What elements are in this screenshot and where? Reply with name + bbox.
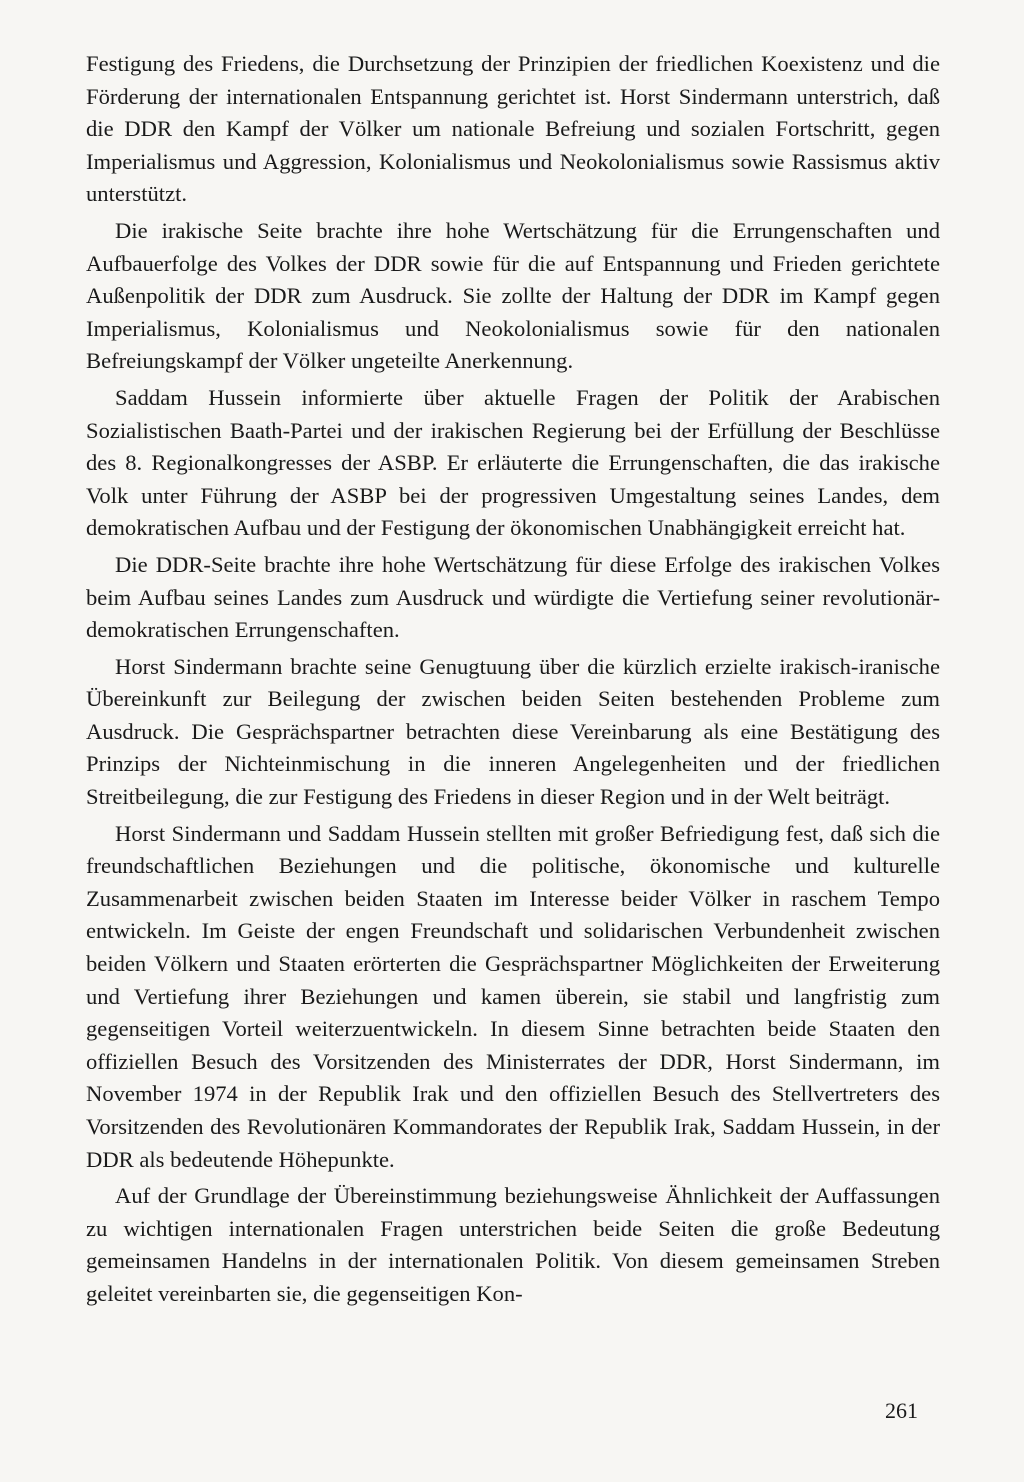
paragraph: Horst Sindermann und Saddam Hussein stellten mit großer Befriedigung fest, daß sich die freundschaftlichen Beziehungen und die politische, ökonomische und kulturelle Zusammenarbeit zwischen beiden Staaten im Interesse beider Völker in raschem Tempo entwickeln. Im Geiste der engen Freundschaft und solidarischen Verbundenheit zwischen beiden Völkern und Staaten erörterten die Gesprächspartner Möglichkeiten der Erweiterung und Vertiefung ihrer Beziehungen und kamen überein, sie stabil und langfristig zum gegenseitigen Vorteil weiterzuentwickeln. In diesem Sinne betrachten beide Staaten den offiziellen Besuch des Vorsitzenden des Ministerrates der DDR, Horst Sindermann, im November 1974 in der Republik Irak und den offiziellen Besuch des Stellvertreters des Vorsitzenden des Revolutionären Kommandorates der Republik Irak, Saddam Hussein, in der DDR als bedeutende Höhepunkte. [86,820,940,1172]
paragraph: Auf der Grundlage der Übereinstimmung beziehungsweise Ähnlichkeit der Auffassungen zu wichtigen internationalen Fragen unterstrichen beide Seiten die große Bedeutung gemeinsamen Handelns in der internationalen Politik. Von diesem gemeinsamen Streben geleitet vereinbarten sie, die gegenseitigen Kon- [86,1183,940,1306]
paragraph: Die irakische Seite brachte ihre hohe Wertschätzung für die Errungenschaften und Aufbauerfolge des Volkes der DDR sowie für die auf Entspannung und Frieden gerichtete Außenpolitik der DDR zum Ausdruck. Sie zollte der Haltung der DDR im Kampf gegen Imperialismus, Kolonialismus und Neokolonialismus sowie für den nationalen Befreiungskampf der Völker ungeteilte Anerkennung. [86,217,940,374]
page-body-text [86,48,940,1315]
paragraph: Horst Sindermann brachte seine Genugtuung über die kürzlich erzielte irakisch-iranische Übereinkunft zur Beilegung der zwischen beiden Seiten bestehenden Probleme zum Ausdruck. Die Gesprächspartner betrachten diese Vereinbarung als eine Bestätigung des Prinzips der Nichteinmischung in die inneren Angelegenheiten und der friedlichen Streitbeilegung, die zur Festigung des Friedens in dieser Region und in der Welt beiträgt. [86,653,940,810]
paragraph: Die DDR-Seite brachte ihre hohe Wertschätzung für diese Erfolge des irakischen Volkes beim Aufbau seines Landes zum Ausdruck und würdigte die Vertiefung seiner revolutionär-demokratischen Errungenschaften. [86,551,940,643]
paragraph-continued: Festigung des Friedens, die Durchsetzung der Prinzipien der friedlichen Koexistenz und die Förderung der internationalen Entspannung gerichtet ist. Horst Sindermann unterstrich, daß die DDR den Kampf der Völker um nationale Befreiung und sozialen Fortschritt, gegen Imperialismus und Aggression, Kolonialismus und Neokolonialismus sowie Rassismus aktiv unterstützt. [86,51,940,207]
page-number: 261 [885,1398,918,1423]
paragraph: Saddam Hussein informierte über aktuelle Fragen der Politik der Arabischen Sozialistischen Baath-Partei und der irakischen Regierung bei der Erfüllung der Beschlüsse des 8. Regionalkongresses der ASBP. Er erläuterte die Errungenschaften, die das irakische Volk unter Führung der ASBP bei der progressiven Umgestaltung seines Landes, dem demokratischen Aufbau und der Festigung der ökonomischen Unabhängigkeit erreicht hat. [86,384,940,541]
